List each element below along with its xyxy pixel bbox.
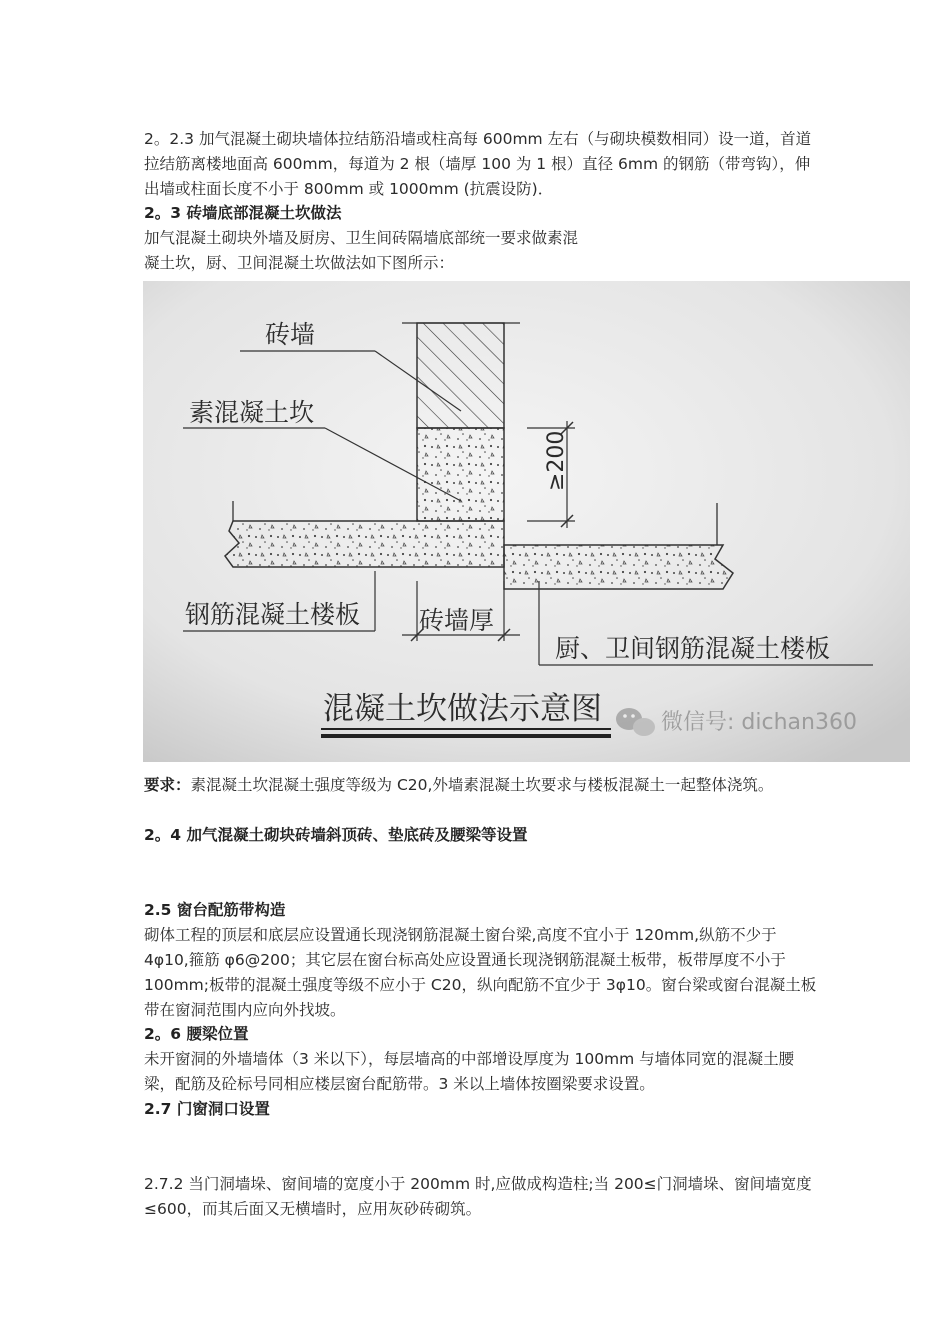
label-plain-concrete-curb: 素混凝土坎 [189, 398, 315, 427]
diagram-title: 混凝土坎做法示意图 [323, 691, 602, 727]
concrete-curb-diagram [143, 281, 910, 762]
requirement-paragraph [144, 773, 824, 798]
plain-concrete-curb-section [417, 428, 504, 521]
paragraph-2-6: 未开窗洞的外墙墙体（3 米以下），每层墙高的中部增设厚度为 100mm 与墙体同宽的混凝土腰梁，配筋及砼标号同相应楼层窗台配筋带。3 米以上墙体按圈梁要求设置。 [144, 1050, 795, 1093]
label-wall-thickness: 砖墙厚 [419, 606, 495, 635]
wet-room-slab-section [504, 545, 733, 589]
paragraph-2-3-line2: 凝土坎，厨、卫间混凝土坎做法如下图所示： [144, 254, 455, 272]
rc-slab-section [225, 521, 504, 567]
paragraph-2-3-line1: 加气混凝土砌块外墙及厨房、卫生间砖隔墙底部统一要求做素混 [144, 229, 579, 247]
label-wet-room-slab: 厨、卫间钢筋混凝土楼板 [555, 634, 831, 663]
heading-2-7: 2.7 门窗洞口设置 [144, 1100, 270, 1118]
label-brick-wall: 砖墙 [265, 320, 316, 349]
watermark-text: 微信号: dichan360 [661, 710, 857, 735]
paragraph-2-7-2: 2.7.2 当门洞墙垛、窗间墙的宽度小于 200mm 时,应做成构造柱;当 200≤门洞墙垛、窗间墙宽度≤600，而其后面又无横墙时，应用灰砂砖砌筑。 [144, 1175, 812, 1218]
requirement-label: 要求： [144, 776, 191, 794]
diagram-svg [143, 281, 910, 762]
dimension-label: ≥200 [544, 430, 569, 491]
paragraph-2-5: 砌体工程的顶层和底层应设置通长现浇钢筋混凝土窗台梁,高度不宜小于 120mm,纵筋不少于 4φ10,箍筋 φ6@200；其它层在窗台标高处应设置通长现浇钢筋混凝土板带，板带厚度不小于 100mm;板带的混凝土强度等级不应小于 C20，纵向配筋不宜少于 3φ10。窗台梁或窗台混凝土板带在窗洞范围内应向外找坡。 [144, 926, 817, 1019]
heading-2-5: 2.5 窗台配筋带构造 [144, 901, 286, 919]
requirement-text: 素混凝土坎混凝土强度等级为 C20,外墙素混凝土坎要求与楼板混凝土一起整体浇筑。 [190, 776, 774, 794]
brick-wall-section [417, 323, 504, 428]
heading-2-4: 2。4 加气混凝土砌块砖墙斜顶砖、垫底砖及腰梁等设置 [144, 826, 528, 844]
heading-2-3: 2。3 砖墙底部混凝土坎做法 [144, 204, 342, 222]
label-rc-slab: 钢筋混凝土楼板 [185, 600, 361, 629]
paragraph-2-2-3: 2。2.3 加气混凝土砌块墙体拉结筋沿墙或柱高每 600mm 左右（与砌块模数相同）设一道，首道拉结筋离楼地面高 600mm，每道为 2 根（墙厚 100 为 1 根）直径 6mm 的钢筋（带弯钩），伸出墙或柱面长度不小于 800mm 或 1000mm (抗震设防)． [144, 130, 812, 198]
heading-2-6: 2。6 腰梁位置 [144, 1025, 249, 1043]
